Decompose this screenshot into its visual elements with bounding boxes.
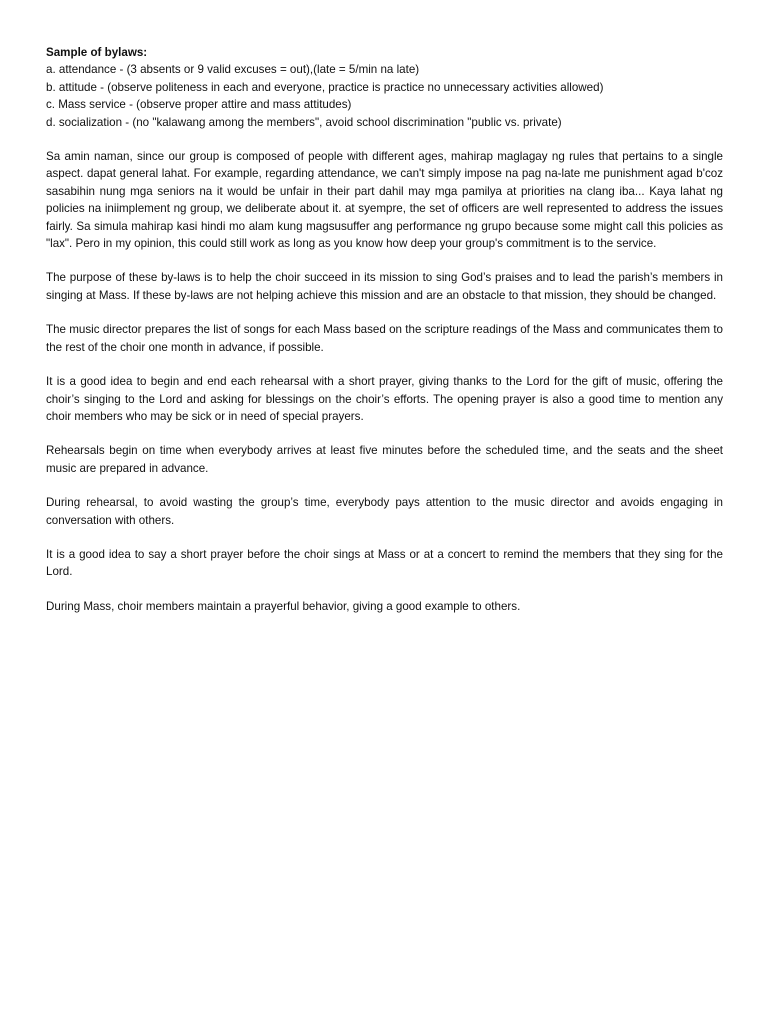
bylaw-item-attendance: a. attendance - (3 absents or 9 valid excuses = out),(late = 5/min na late): [46, 63, 420, 77]
paragraph-group-commentary: Sa amin naman, since our group is composed of people with different ages, mahirap maglagay ng rules that pertains to a single aspect. dapat general lahat. For example, regarding attendance, we can't simply impose na pag na-late me punishment agad b'coz sasabihin nung mga seniors na it would be unfair in their part dahil may mga pamilya at priorities na clang iba... Kaya lahat ng policies na iniimplement ng group, we deliberate about it. at syempre, the set of officers are well represented to address the issues fairly. Sa simula mahirap kasi hindi mo alam kung magsusuffer ang performance ng grupo because some might call this policies as "lax". Pero in my opinion, this could still work as long as you know how deep your group's commitment is to the service.: [46, 150, 723, 251]
bylaw-item-attitude: b. attitude - (observe politeness in each and everyone, practice is practice no unnecessary activities allowed): [46, 80, 604, 94]
bylaw-item-mass-service: c. Mass service - (observe proper attire and mass attitudes): [46, 98, 352, 112]
paragraph-purpose: The purpose of these by-laws is to help the choir succeed in its mission to sing God’s praises and to lead the parish’s members in singing at Mass. If these by-laws are not helping achieve this mission and are an obstacle to that mission, they should be changed.: [46, 271, 723, 302]
paragraph-music-director: The music director prepares the list of songs for each Mass based on the scripture readings of the Mass and communicates them to the rest of the choir one month in advance, if possible.: [46, 323, 723, 354]
bylaw-item-socialization: d. socialization - (no "kalawang among the members", avoid school discrimination "public vs. private): [46, 115, 562, 129]
paragraph-rehearsal-prayer: It is a good idea to begin and end each rehearsal with a short prayer, giving thanks to the Lord for the gift of music, offering the choir’s singing to the Lord and asking for blessings on the choir’s efforts. The opening prayer is also a good time to mention any choir members who may be sick or in need of special prayers.: [46, 375, 723, 423]
paragraph-mass-behavior: During Mass, choir members maintain a prayerful behavior, giving a good example to others.: [46, 599, 521, 613]
paragraph-mass-prayer: It is a good idea to say a short prayer before the choir sings at Mass or at a concert to remind the members that they sing for the Lord.: [46, 547, 723, 579]
bylaws-heading: Sample of bylaws:: [46, 46, 148, 59]
paragraph-rehearsal-attention: During rehearsal, to avoid wasting the group’s time, everybody pays attention to the music director and avoids engaging in conversation with others.: [46, 496, 723, 527]
document-page: [46, 44, 723, 632]
bylaws-section: [46, 44, 723, 131]
paragraph-rehearsal-time: Rehearsals begin on time when everybody arrives at least five minutes before the scheduled time, and the seats and the sheet music are prepared in advance.: [46, 444, 723, 475]
